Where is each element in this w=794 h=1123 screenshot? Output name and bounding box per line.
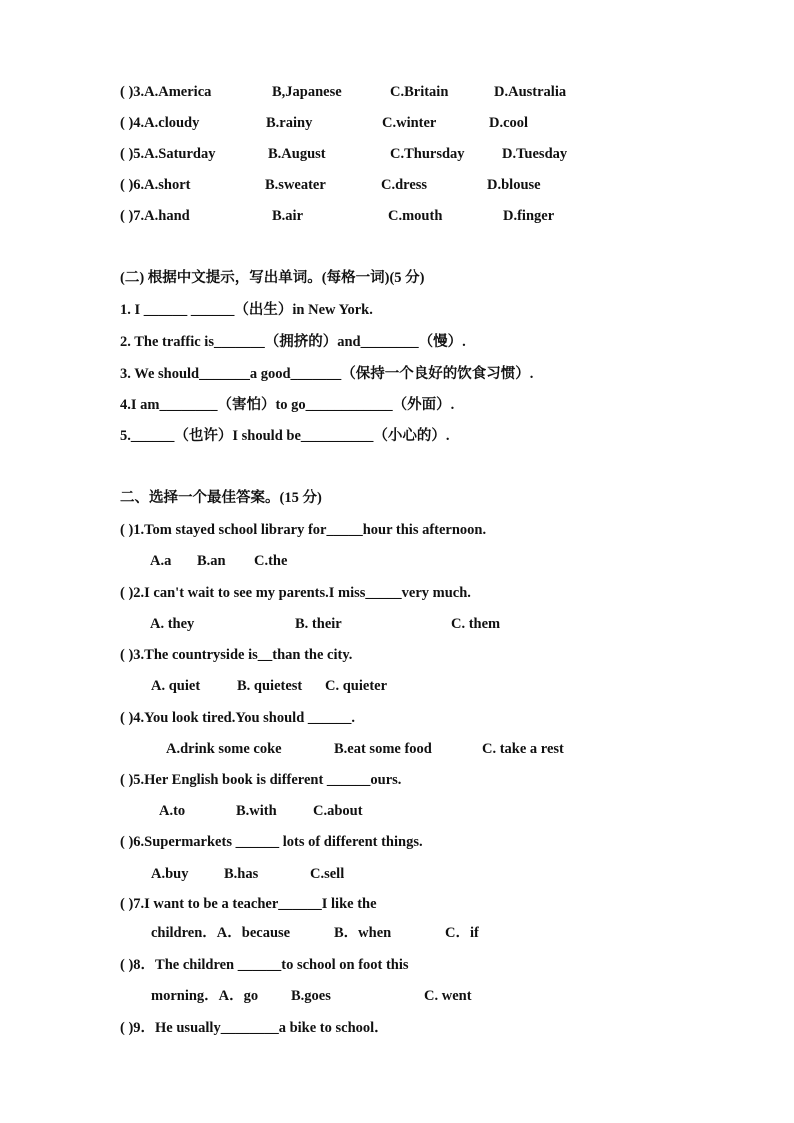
option-c: C.dress: [381, 177, 428, 193]
option-c: C. went: [424, 988, 472, 1004]
question-continuation-with-option-a: children．A．because: [151, 925, 291, 941]
option-b: B.an: [197, 553, 226, 569]
option-b: B.with: [236, 803, 277, 819]
option-c: C．if: [445, 925, 479, 941]
question-stem: ( )7.A.hand: [120, 208, 190, 224]
option-b: B.August: [268, 146, 326, 162]
option-a: A.buy: [151, 866, 189, 882]
fill-item-text: 3. We should_______a good_______（保持一个良好的饮食习惯）.: [120, 366, 534, 382]
option-c: C.the: [254, 553, 288, 569]
fill-item-text: 1. I ______ ______（出生）in New York.: [120, 302, 373, 318]
option-c: C.winter: [382, 115, 437, 131]
option-c: C. quieter: [325, 678, 388, 694]
question-stem: ( )4.A.cloudy: [120, 115, 200, 131]
option-d: D.finger: [503, 208, 555, 224]
option-d: D.blouse: [487, 177, 541, 193]
option-c: C.Thursday: [390, 146, 465, 162]
question-text: ( )7.I want to be a teacher______I like the: [120, 896, 377, 912]
question-text: ( )5.Her English book is different ______ours.: [120, 772, 402, 788]
option-a: A.drink some coke: [166, 741, 282, 757]
option-a: A. they: [150, 616, 195, 632]
question-continuation-with-option-a: morning．A．go: [151, 988, 259, 1004]
option-b: B,Japanese: [272, 84, 342, 100]
option-d: D.cool: [489, 115, 529, 131]
question-text: ( )1.Tom stayed school library for_____hour this afternoon.: [120, 522, 487, 538]
option-c: C.about: [313, 803, 363, 819]
option-c: C. them: [451, 616, 501, 632]
option-b: B. their: [295, 616, 342, 632]
option-a: A.a: [150, 553, 172, 569]
question-text: ( )4.You look tired.You should ______.: [120, 710, 356, 726]
option-b: B．when: [334, 925, 392, 941]
question-text: ( )6.Supermarkets ______ lots of different things.: [120, 834, 423, 850]
option-d: D.Tuesday: [502, 146, 568, 162]
option-b: B.rainy: [266, 115, 313, 131]
heading-text: 二、选择一个最佳答案。(15 分): [120, 490, 322, 506]
option-b: B.sweater: [265, 177, 326, 193]
question-text: ( )9．He usually________a bike to school．: [120, 1020, 389, 1036]
option-c: C.mouth: [388, 208, 443, 224]
question-stem: ( )5.A.Saturday: [120, 146, 216, 162]
question-text: ( )2.I can't wait to see my parents.I miss_____very much.: [120, 585, 471, 601]
option-b: B. quietest: [237, 678, 303, 694]
option-a: A. quiet: [151, 678, 201, 694]
fill-item-text: 5.______（也许）I should be__________（小心的）.: [120, 428, 450, 444]
option-d: D.Australia: [494, 84, 567, 100]
question-stem: ( )6.A.short: [120, 177, 191, 193]
question-text: ( )8．The children ______to school on foot this: [120, 957, 409, 973]
option-b: B.goes: [291, 988, 331, 1004]
option-c: C. take a rest: [482, 741, 564, 757]
option-b: B.has: [224, 866, 259, 882]
option-b: B.eat some food: [334, 741, 432, 757]
option-c: C.Britain: [390, 84, 449, 100]
question-stem: ( )3.A.America: [120, 84, 212, 100]
option-a: A.to: [159, 803, 186, 819]
option-b: B.air: [272, 208, 304, 224]
fill-item-text: 2. The traffic is_______（拥挤的）and________（慢）.: [120, 334, 466, 350]
question-text: ( )3.The countryside is__than the city.: [120, 647, 353, 663]
fill-item-text: 4.I am________（害怕）to go____________（外面）.: [120, 397, 455, 413]
option-c: C.sell: [310, 866, 345, 882]
heading-text: (二) 根据中文提示，写出单词。(每格一词)(5 分): [120, 270, 425, 286]
